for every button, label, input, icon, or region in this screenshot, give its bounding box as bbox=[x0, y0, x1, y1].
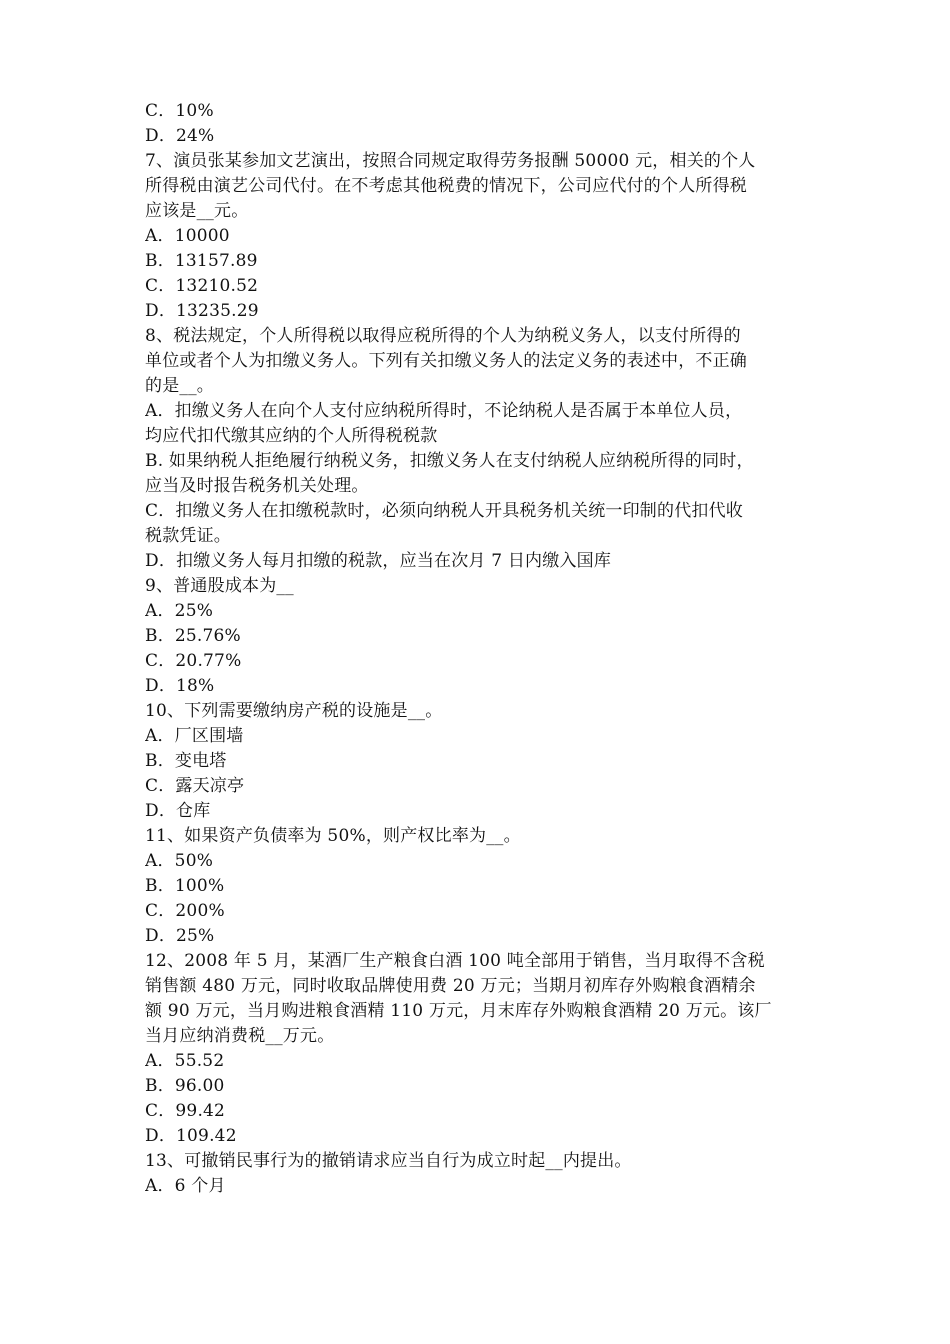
text-line: 税款凭证。 bbox=[145, 526, 231, 546]
text-line: 的是__。 bbox=[145, 376, 214, 396]
text-line: D．24% bbox=[145, 126, 215, 146]
text-line: 10、下列需要缴纳房产税的设施是__。 bbox=[145, 701, 443, 721]
text-line: C．露天凉亭 bbox=[145, 776, 245, 796]
text-line: C．扣缴义务人在扣缴税款时，必须向纳税人开具税务机关统一印制的代扣代收 bbox=[145, 501, 744, 521]
text-line: 额 90 万元，当月购进粮食酒精 110 万元，月末库存外购粮食酒精 20 万元。该厂 bbox=[145, 1001, 772, 1021]
text-line: B. 如果纳税人拒绝履行纳税义务，扣缴义务人在支付纳税人应纳税所得的同时， bbox=[145, 451, 754, 471]
text-line: C．99.42 bbox=[145, 1101, 226, 1121]
text-line: 9、普通股成本为__ bbox=[145, 576, 294, 596]
text-line: B．100% bbox=[145, 876, 225, 896]
text-line: D．仓库 bbox=[145, 801, 211, 821]
document-body bbox=[145, 99, 810, 1199]
text-line: A．6 个月 bbox=[145, 1176, 226, 1196]
text-line: 销售额 480 万元，同时收取品牌使用费 20 万元；当期月初库存外购粮食酒精余 bbox=[145, 976, 756, 996]
text-line: 所得税由演艺公司代付。在不考虑其他税费的情况下，公司应代付的个人所得税 bbox=[145, 176, 747, 196]
text-line: D．18% bbox=[145, 676, 215, 696]
text-line: 当月应纳消费税__万元。 bbox=[145, 1026, 335, 1046]
text-line: B．96.00 bbox=[145, 1076, 225, 1096]
text-line: A．10000 bbox=[145, 226, 230, 246]
text-line: 11、如果资产负债率为 50%，则产权比率为__。 bbox=[145, 826, 521, 846]
text-line: C．20.77% bbox=[145, 651, 242, 671]
text-line: 8、税法规定，个人所得税以取得应税所得的个人为纳税义务人，以支付所得的 bbox=[145, 326, 741, 346]
text-line: C．200% bbox=[145, 901, 225, 921]
text-line: C．10% bbox=[145, 101, 214, 121]
text-line: B．13157.89 bbox=[145, 251, 258, 271]
text-line: A．扣缴义务人在向个人支付应纳税所得时，不论纳税人是否属于本单位人员， bbox=[145, 401, 743, 421]
text-line: D．109.42 bbox=[145, 1126, 237, 1146]
text-line: A．25% bbox=[145, 601, 214, 621]
text-line: 应当及时报告税务机关处理。 bbox=[145, 476, 369, 496]
text-line: B．变电塔 bbox=[145, 751, 227, 771]
text-line: 单位或者个人为扣缴义务人。下列有关扣缴义务人的法定义务的表述中，不正确 bbox=[145, 351, 747, 371]
text-line: 应该是__元。 bbox=[145, 201, 249, 221]
text-line: D．扣缴义务人每月扣缴的税款，应当在次月 7 日内缴入国库 bbox=[145, 551, 612, 571]
text-line: 7、演员张某参加文艺演出，按照合同规定取得劳务报酬 50000 元，相关的个人 bbox=[145, 151, 756, 171]
text-line: A．55.52 bbox=[145, 1051, 225, 1071]
text-line: D．25% bbox=[145, 926, 215, 946]
text-line: A．厂区围墙 bbox=[145, 726, 244, 746]
text-line: D．13235.29 bbox=[145, 301, 259, 321]
text-line: B．25.76% bbox=[145, 626, 241, 646]
text-line: 均应代扣代缴其应纳的个人所得税税款 bbox=[145, 426, 438, 446]
text-line: 12、2008 年 5 月，某酒厂生产粮食白酒 100 吨全部用于销售，当月取得不含税 bbox=[145, 951, 765, 971]
text-line: 13、可撤销民事行为的撤销请求应当自行为成立时起__内提出。 bbox=[145, 1151, 632, 1171]
text-line: C．13210.52 bbox=[145, 276, 259, 296]
text-line: A．50% bbox=[145, 851, 214, 871]
